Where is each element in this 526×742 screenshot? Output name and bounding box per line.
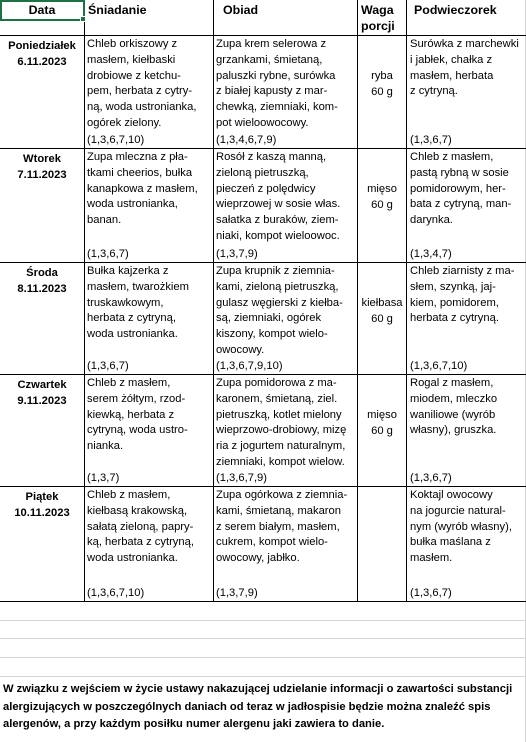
breakfast-line: sałatą zieloną, papry-	[87, 520, 194, 533]
portion-line: 60 g	[371, 198, 393, 211]
lunch-line: cukrem, kompot wielo-	[216, 536, 328, 549]
day-name: Piątek	[25, 491, 59, 503]
breakfast-line: woda ustronianka.	[87, 552, 178, 565]
snack-line: bułka maślana z	[410, 536, 491, 549]
breakfast-line: Chleb z masłem,	[87, 489, 171, 501]
lunch-line: pietruszką, kotlet mielony	[216, 408, 342, 421]
column-divider	[213, 0, 214, 602]
lunch-allergens: (1,3,7,9)	[216, 587, 258, 599]
snack-allergens: (1,3,6,7)	[410, 134, 452, 146]
row-divider	[0, 486, 526, 487]
breakfast-line: banan.	[87, 214, 122, 227]
snack-line: pastą rybną w sosie	[410, 166, 509, 179]
header-portion: Waga porcji	[361, 3, 395, 33]
lunch-line: z białej kapusty z mar-	[216, 85, 328, 98]
snack-line: Rogal z masłem,	[410, 377, 494, 389]
breakfast-line: nianka.	[87, 440, 124, 453]
empty-row-line	[0, 620, 526, 621]
row-divider	[0, 374, 526, 375]
snack-line: kiem, pomidorem,	[410, 296, 499, 309]
day-date: 8.11.2023	[17, 283, 67, 295]
header-date: Data	[28, 3, 56, 17]
lunch-line: chewką, ziemniaki, kom-	[216, 101, 338, 114]
lunch-line: kami, zieloną pietruszką,	[216, 280, 339, 293]
breakfast-line: Chleb z masłem,	[87, 377, 171, 389]
portion-line: 60 g	[371, 312, 393, 325]
lunch-line: Zupa krupnik z ziemnia-	[216, 265, 335, 277]
lunch-line: niaki, kompot wieloowoc.	[216, 230, 340, 242]
lunch-line: wieprzowo-drobiowy, mizę	[216, 424, 347, 437]
portion-line: mięso	[367, 183, 397, 195]
breakfast-line: masłem, kiełbaski	[87, 53, 176, 66]
snack-allergens: (1,3,6,7,10)	[410, 360, 468, 372]
lunch-line: Zupa ogórkowa z ziemnia-	[216, 489, 348, 501]
lunch-line: z serem białym, masłem,	[216, 520, 340, 533]
lunch-line: Rosół z kaszą manną,	[216, 151, 327, 163]
empty-row-line	[0, 676, 526, 677]
snack-line: Chleb z masłem,	[410, 151, 494, 163]
day-name: Środa	[26, 267, 58, 279]
snack-line: Chleb ziarnisty z ma-	[410, 265, 515, 277]
lunch-allergens: (1,3,6,7,9)	[216, 472, 267, 484]
day-date: 9.11.2023	[17, 395, 67, 407]
breakfast-line: ną, woda ustronianka,	[87, 101, 197, 114]
breakfast-allergens: (1,3,7)	[87, 472, 120, 484]
breakfast-line: Zupa mleczna z pła-	[87, 151, 188, 163]
day-name: Poniedziałek	[8, 40, 76, 52]
lunch-line: gulasz węgierski z kiełba-	[216, 296, 343, 309]
lunch-allergens: (1,3,7,9)	[216, 248, 258, 260]
snack-line: nym (wyrób własny),	[410, 520, 512, 533]
lunch-line: owocowy, jabłko.	[216, 552, 300, 565]
snack-line: Koktajl owocowy	[410, 489, 493, 501]
snack-line: z cytryną.	[410, 85, 458, 98]
breakfast-line: ogórek zielony.	[87, 117, 162, 129]
portion-line: ryba	[371, 70, 393, 82]
column-divider	[406, 0, 407, 602]
snack-allergens: (1,3,4,7)	[410, 248, 452, 260]
lunch-line: Zupa krem selerowa z	[216, 38, 327, 50]
breakfast-line: serem żółtym, rzod-	[87, 392, 186, 405]
portion-line: kiełbasa	[361, 297, 403, 309]
lunch-line: pot wieloowocowy.	[216, 117, 309, 129]
lunch-line: Zupa pomidorowa z ma-	[216, 377, 337, 389]
snack-line: darynka.	[410, 214, 453, 227]
breakfast-line: woda ustronianka,	[87, 198, 178, 211]
breakfast-line: drobiowe z ketchu-	[87, 69, 181, 82]
breakfast-line: kanapkowa z masłem,	[87, 182, 198, 195]
lunch-allergens: (1,3,4,6,7,9)	[216, 134, 277, 146]
snack-line: waniliowe (wyrób	[410, 408, 496, 421]
day-name: Czwartek	[17, 379, 67, 391]
breakfast-line: woda ustronianka.	[87, 328, 178, 341]
breakfast-line: masłem, twarożkiem	[87, 280, 189, 293]
snack-line: masłem.	[410, 552, 453, 565]
lunch-line: owocowy.	[216, 344, 265, 356]
snack-line: Surówka z marchewki	[410, 38, 519, 50]
lunch-line: zieloną pietruszką,	[216, 166, 309, 179]
day-date: 6.11.2023	[17, 56, 67, 68]
snack-line: miodem, mleczko	[410, 392, 498, 405]
breakfast-allergens: (1,3,6,7,10)	[87, 134, 145, 146]
column-divider	[84, 0, 85, 602]
snack-line: i jabłek, chałka z	[410, 53, 493, 66]
portion-line: 60 g	[371, 424, 393, 437]
empty-row-line	[0, 638, 526, 639]
lunch-line: grzankami, śmietaną,	[216, 53, 323, 66]
lunch-line: sałatka z buraków, ziem-	[216, 214, 339, 227]
lunch-line: wieprzowej w sosie włas.	[216, 198, 341, 211]
portion-line: mięso	[367, 409, 397, 421]
row-divider	[0, 262, 526, 263]
lunch-line: kami, śmietaną, makaron	[216, 504, 341, 517]
breakfast-allergens: (1,3,6,7)	[87, 248, 129, 260]
breakfast-line: ką, herbata z cytryną,	[87, 536, 194, 549]
lunch-line: karonem, śmietaną, ziel.	[216, 392, 338, 405]
snack-allergens: (1,3,6,7)	[410, 587, 452, 599]
snack-allergens: (1,3,6,7)	[410, 472, 452, 484]
day-date: 7.11.2023	[17, 169, 67, 181]
lunch-line: ziemniaki, kompot wielow.	[216, 456, 345, 468]
breakfast-allergens: (1,3,6,7,10)	[87, 587, 145, 599]
breakfast-line: Chleb orkiszowy z	[87, 38, 178, 50]
portion-line: 60 g	[371, 85, 393, 98]
header-bottom-border	[0, 35, 526, 36]
row-divider	[0, 601, 526, 602]
lunch-line: paluszki rybne, surówka	[216, 69, 336, 82]
lunch-allergens: (1,3,6,7,9,10)	[216, 360, 283, 372]
header-snack: Podwieczorek	[414, 3, 497, 17]
lunch-line: pieczeń z polędwicy	[216, 182, 316, 195]
breakfast-line: cytryną, woda ustro-	[87, 424, 188, 437]
header-lunch: Obiad	[223, 3, 259, 17]
snack-line: na jogurcie natural-	[410, 504, 506, 517]
header-breakfast: Śniadanie	[88, 3, 147, 17]
lunch-line: ria z jogurtem naturalnym,	[216, 440, 346, 453]
row-divider	[0, 148, 526, 149]
lunch-line: są, ziemniaki, ogórek	[216, 312, 322, 325]
snack-line: własny), gruszka.	[410, 424, 497, 437]
breakfast-line: Bułka kajzerka z	[87, 265, 169, 277]
allergen-notice: W związku z wejściem w życie ustawy nakazującej udzielanie informacji o zawartości substancji alergizujących w poszczególnych daniach od teraz w jadłospisie będzie można znaleźć spis alergenów, a przy każdym posiłku numer alergenu jaki zawiera to danie.	[3, 683, 513, 730]
snack-line: herbata z cytryną.	[410, 312, 499, 325]
snack-line: bata z cytryną, man-	[410, 198, 512, 211]
lunch-line: kiszony, kompot wielo-	[216, 328, 328, 341]
breakfast-line: pem, herbata z cytry-	[87, 85, 193, 98]
breakfast-allergens: (1,3,6,7)	[87, 360, 129, 372]
day-name: Wtorek	[23, 153, 61, 165]
empty-row-line	[0, 657, 526, 658]
breakfast-line: kiełbasą krakowską,	[87, 504, 188, 517]
breakfast-line: herbata z cytryną,	[87, 312, 176, 325]
breakfast-line: truskawkowym,	[87, 296, 164, 309]
breakfast-line: tkami cheerios, bułka	[87, 166, 193, 179]
snack-line: masłem, herbata	[410, 69, 494, 82]
day-date: 10.11.2023	[14, 507, 70, 519]
breakfast-line: kiewką, herbata z	[87, 408, 175, 421]
snack-line: słem, szynką, jaj-	[410, 280, 496, 293]
snack-line: pomidorowym, her-	[410, 182, 506, 195]
